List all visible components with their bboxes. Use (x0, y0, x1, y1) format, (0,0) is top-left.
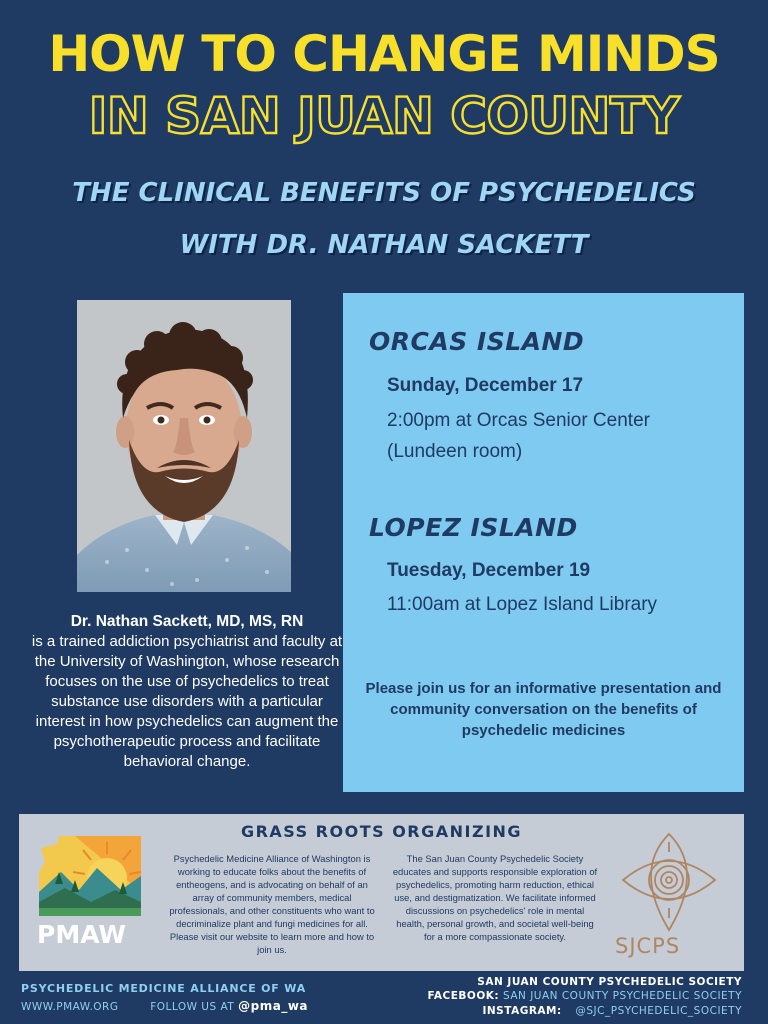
orcas-event-time-place: 2:00pm at Orcas Senior Center (387, 410, 650, 431)
speaker-bio (26, 612, 348, 772)
footer-facebook (427, 990, 742, 1002)
subtitle-line-2: WITH DR. NATHAN SACKETT (179, 230, 589, 260)
orcas-event-day: Sunday, December 17 (387, 375, 584, 396)
footer-sjcps-title-text: SAN JUAN COUNTY PSYCHEDELIC SOCIETY (477, 976, 742, 988)
grassroots-section (19, 814, 744, 971)
sjcps-description: The San Juan County Psychedelic Society educates and supports responsible exploration of psychedelics, promoting harm reduction, ethical use, and destigmatization. We facilitate informed discussions on psychedelics' role in mental health, personal growth, and societal well-being for a more compassionate society. (392, 853, 598, 942)
speaker-name: Dr. Nathan Sackett, MD, MS, RN (70, 613, 304, 630)
pmaw-washington-logo-icon (35, 832, 147, 920)
footer-sjcps-title (477, 976, 742, 988)
speaker-photo (77, 300, 291, 592)
footer-follow-handle[interactable]: @pma_wa (238, 999, 308, 1013)
sjcps-eye-logo-icon (619, 830, 719, 934)
orcas-event-room: (Lundeen room) (387, 441, 523, 462)
footer-instagram-value[interactable]: @SJC_PSYCHEDELIC_SOCIETY (575, 1005, 742, 1017)
subtitle-line-1: THE CLINICAL BENEFITS OF PSYCHEDELICS (72, 178, 696, 208)
event-details-panel (343, 293, 744, 792)
grassroots-title: GRASS ROOTS ORGANIZING (240, 822, 523, 841)
invitation-text: Please join us for an informative presentation and community conversation on the benefits of psychedelic medicines (365, 680, 722, 739)
speaker-bio-text: is a trained addiction psychiatrist and faculty at the University of Washington, whose research focuses on the use of psychedelics to treat substance use disorders with a particular interest in how psychedelics can augment the psychotherapeutic process and facilitate behavioral change. (31, 633, 343, 770)
lopez-event-time-place: 11:00am at Lopez Island Library (387, 594, 658, 615)
footer-follow-label: FOLLOW US AT (150, 1001, 235, 1013)
main-title-line-2: IN SAN JUAN COUNTY (88, 87, 680, 145)
footer-facebook-label: FACEBOOK: (427, 990, 500, 1002)
footer-pmaw-title: PSYCHEDELIC MEDICINE ALLIANCE OF WA (21, 982, 307, 995)
speaker-portrait-illustration (77, 300, 291, 592)
sjcps-logo-text: SJCPS (615, 934, 681, 958)
footer-pmaw-website[interactable]: WWW.PMAW.ORG (21, 1001, 119, 1013)
footer-instagram (482, 1005, 742, 1017)
footer-instagram-label: INSTAGRAM: (482, 1005, 562, 1017)
pmaw-logo-text: PMAW (37, 920, 127, 949)
lopez-event-day: Tuesday, December 19 (387, 560, 591, 581)
pmaw-description: Psychedelic Medicine Alliance of Washington is working to educate folks about the benefits of entheogens, and is advocating on behalf of an array of community members, medical professionals, and other constituents who want to decriminalize plant and fungi medicines for all. Please visit our website to learn more and how to join us. (169, 853, 375, 955)
footer-pmaw-contact (21, 999, 308, 1013)
main-title-line-1: HOW TO CHANGE MINDS (48, 25, 720, 83)
footer-facebook-value[interactable]: SAN JUAN COUNTY PSYCHEDELIC SOCIETY (502, 990, 742, 1002)
orcas-island-heading: ORCAS ISLAND (369, 327, 585, 356)
lopez-island-heading: LOPEZ ISLAND (369, 513, 578, 542)
